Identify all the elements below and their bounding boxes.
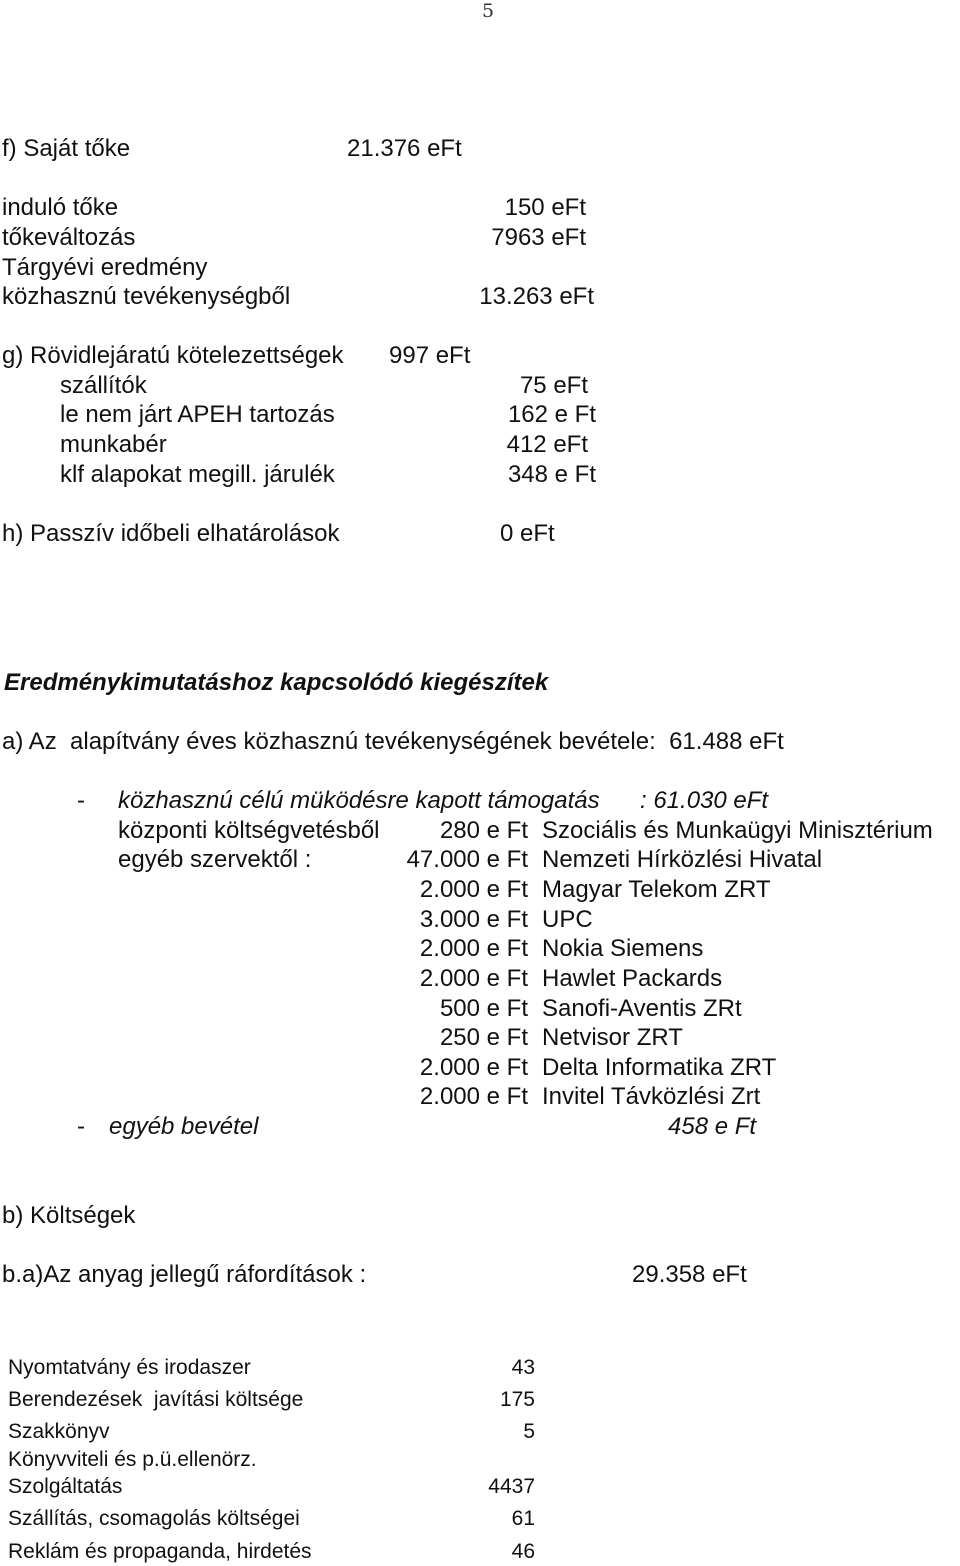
bullet-dash: - xyxy=(77,1113,85,1140)
donor-amount: 2.000 e Ft xyxy=(419,965,528,992)
section-g-value: 75 eFt xyxy=(519,372,588,399)
section-g-title: g) Rövidlejáratú kötelezettségek xyxy=(2,342,344,369)
donor-amount: 3.000 e Ft xyxy=(419,906,528,933)
section-f-title: f) Saját tőke xyxy=(2,135,131,162)
cost-item-label: Szolgáltatás xyxy=(8,1475,123,1498)
cost-item-value: 175 xyxy=(499,1388,535,1411)
section-f-total: 21.376 eFt xyxy=(347,135,462,162)
donor-name: Hawlet Packards xyxy=(542,965,723,992)
cost-item-label: Szakkönyv xyxy=(8,1420,110,1443)
section-h-title: h) Passzív időbeli elhatárolások xyxy=(2,520,340,547)
section-f-value: 13.263 eFt xyxy=(479,283,594,310)
donor-name: Nokia Siemens xyxy=(542,935,704,962)
cost-item-value: 4437 xyxy=(488,1475,535,1498)
section-g-total: 997 eFt xyxy=(389,342,471,369)
section-heading: Eredménykimutatáshoz kapcsolódó kiegészítek xyxy=(4,669,549,696)
section-g-label: klf alapokat megill. járulék xyxy=(60,461,335,488)
donor-name: UPC xyxy=(542,906,593,933)
cost-item-label: Szállítás, csomagolás költségei xyxy=(8,1507,300,1530)
central-budget-label: központi költségvetésből xyxy=(118,817,380,844)
cost-item-value: 46 xyxy=(511,1540,535,1563)
donor-name: Netvisor ZRT xyxy=(542,1024,683,1051)
cost-item-value: 61 xyxy=(511,1507,535,1530)
other-revenue-value: 458 e Ft xyxy=(668,1113,757,1140)
bullet-dash: - xyxy=(77,787,85,814)
section-f-value: 7963 eFt xyxy=(491,224,586,251)
donor-amount: 2.000 e Ft xyxy=(419,935,528,962)
cost-item-value: 43 xyxy=(511,1356,535,1379)
donor-amount: 47.000 e Ft xyxy=(406,846,528,873)
donor-amount: 2.000 e Ft xyxy=(419,1054,528,1081)
section-g-value: 162 e Ft xyxy=(507,401,596,428)
section-f-label: induló tőke xyxy=(2,194,119,221)
page-number: 5 xyxy=(482,0,495,22)
cost-item-label: Berendezések javítási költsége xyxy=(8,1388,304,1411)
donor-amount: 500 e Ft xyxy=(439,995,528,1022)
section-f-label: közhasznú tevékenységből xyxy=(2,283,291,310)
donor-amount: 2.000 e Ft xyxy=(419,876,528,903)
donor-name: Sanofi-Aventis ZRt xyxy=(542,995,742,1022)
revenue-line: a) Az alapítvány éves közhasznú tevékenységének bevétele: 61.488 eFt xyxy=(2,728,784,755)
cost-item-label: Könyvviteli és p.ü.ellenörz. xyxy=(8,1448,257,1471)
costs-title: b) Költségek xyxy=(2,1202,136,1229)
other-revenue-label: egyéb bevétel xyxy=(109,1113,259,1140)
section-g-value: 348 e Ft xyxy=(507,461,596,488)
section-g-label: szállítók xyxy=(60,372,147,399)
cost-item-label: Nyomtatvány és irodaszer xyxy=(8,1356,251,1379)
donor-amount: 250 e Ft xyxy=(439,1024,528,1051)
other-bodies-label: egyéb szervektől : xyxy=(118,846,312,873)
donor-name: Delta Informatika ZRT xyxy=(542,1054,777,1081)
donor-amount: 2.000 e Ft xyxy=(419,1083,528,1110)
cost-item-value: 5 xyxy=(523,1420,535,1443)
section-f-value: 150 eFt xyxy=(504,194,586,221)
material-costs-label: b.a)Az anyag jellegű ráfordítások : xyxy=(2,1261,367,1288)
section-g-label: munkabér xyxy=(60,431,167,458)
cost-item-label: Reklám és propaganda, hirdetés xyxy=(8,1540,312,1563)
material-costs-value: 29.358 eFt xyxy=(632,1261,747,1288)
donor-name: Szociális és Munkaügyi Minisztérium xyxy=(542,817,933,844)
section-g-value: 412 eFt xyxy=(506,431,588,458)
section-f-label: Tárgyévi eredmény xyxy=(2,254,208,281)
donor-name: Nemzeti Hírközlési Hivatal xyxy=(542,846,823,873)
support-label: közhasznú célú müködésre kapott támogatás xyxy=(118,787,600,814)
section-f-label: tőkeváltozás xyxy=(2,224,136,251)
section-g-label: le nem járt APEH tartozás xyxy=(60,401,335,428)
donor-name: Invitel Távközlési Zrt xyxy=(542,1083,761,1110)
support-value: : 61.030 eFt xyxy=(640,787,769,814)
donor-name: Magyar Telekom ZRT xyxy=(542,876,771,903)
section-h-value: 0 eFt xyxy=(500,520,555,547)
donor-amount: 280 e Ft xyxy=(439,817,528,844)
